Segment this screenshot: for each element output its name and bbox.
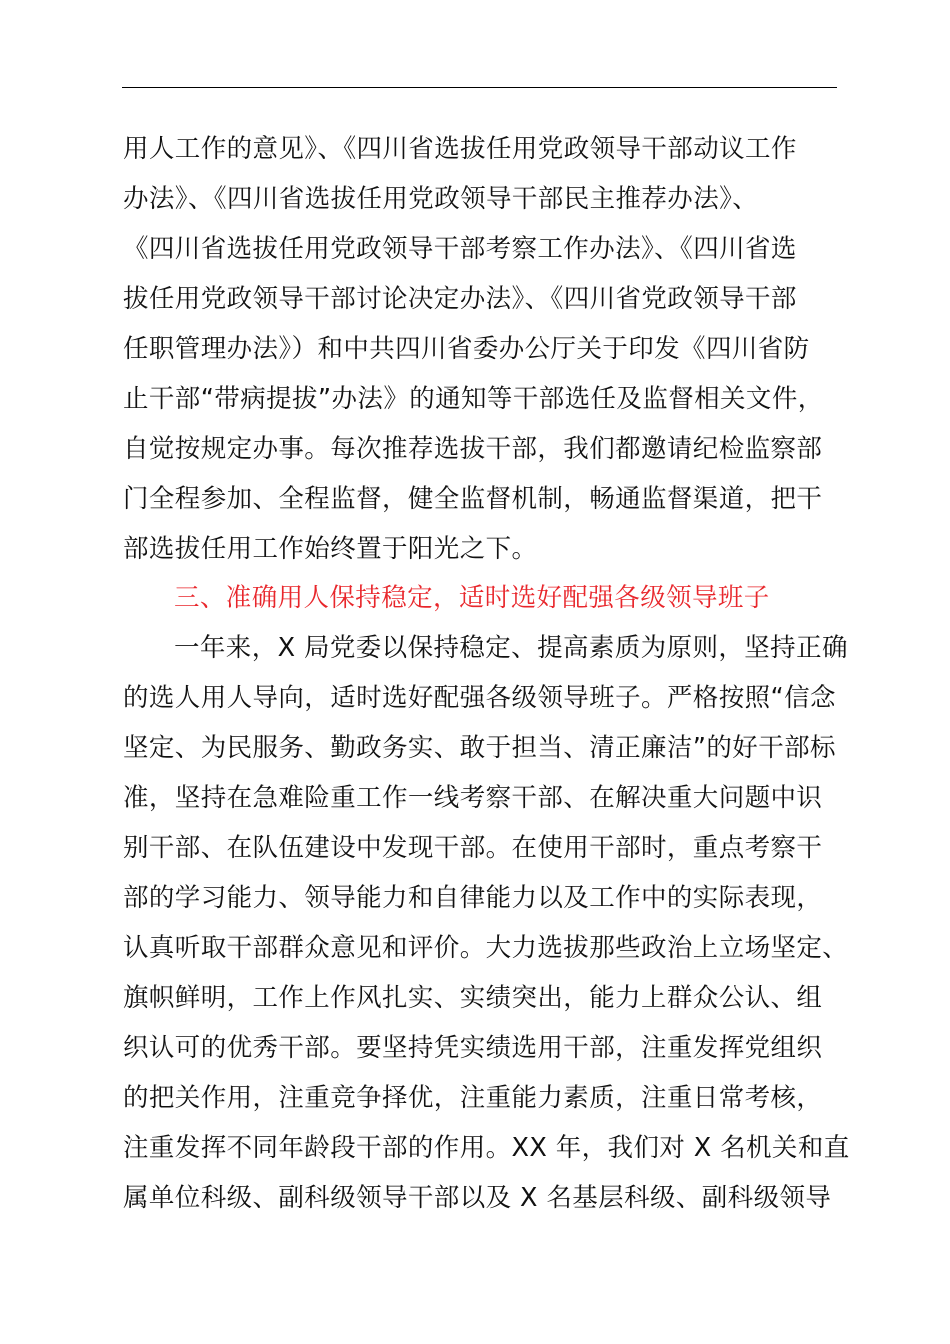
text-line: 属单位科级、副科级领导干部以及 X 名基层科级、副科级领导 [123, 1183, 832, 1213]
text-line: 用人工作的意见》、《四川省选拔任用党政领导干部动议工作 [123, 134, 797, 164]
text-line: 别干部、在队伍建设中发现干部。在使用干部时，重点考察干 [123, 833, 823, 863]
text-line: 准，坚持在急难险重工作一线考察干部、在解决重大问题中识 [123, 783, 823, 813]
text-line: 织认可的优秀干部。要坚持凭实绩选用干部，注重发挥党组织 [123, 1033, 823, 1063]
text-line: 部选拔任用工作始终置于阳光之下。 [123, 534, 538, 564]
text-line: 门全程参加、全程监督，健全监督机制，畅通监督渠道，把干 [123, 484, 823, 514]
text-line: 任职管理办法》）和中共四川省委办公厅关于印发《四川省防 [123, 334, 810, 364]
text-line: 的选人用人导向，适时选好配强各级领导班子。严格按照“信念 [123, 683, 836, 713]
section-heading: 三、准确用人保持稳定，适时选好配强各级领导班子 [174, 583, 770, 613]
text-line: 拔任用党政领导干部讨论决定办法》、《四川省党政领导干部 [123, 284, 797, 314]
text-line: 自觉按规定办事。每次推荐选拔干部，我们都邀请纪检监察部 [123, 434, 823, 464]
text-line: 注重发挥不同年龄段干部的作用。XX 年，我们对 X 名机关和直 [123, 1133, 850, 1163]
paragraph-first-line: 一年来，X 局党委以保持稳定、提高素质为原则，坚持正确 [174, 633, 848, 663]
text-line: 《四川省选拔任用党政领导干部考察工作办法》、《四川省选 [123, 234, 797, 264]
text-line: 坚定、为民服务、勤政务实、敢于担当、清正廉洁”的好干部标 [123, 733, 836, 763]
header-rule [122, 87, 837, 88]
text-line: 止干部“带病提拔”办法》的通知等干部选任及监督相关文件， [123, 384, 824, 414]
text-line: 的把关作用，注重竞争择优，注重能力素质，注重日常考核， [123, 1083, 823, 1113]
text-line: 认真听取干部群众意见和评价。大力选拔那些政治上立场坚定、 [123, 933, 849, 963]
text-line: 部的学习能力、领导能力和自律能力以及工作中的实际表现， [123, 883, 823, 913]
text-line: 旗帜鲜明，工作上作风扎实、实绩突出，能力上群众公认、组 [123, 983, 823, 1013]
text-line: 办法》、《四川省选拔任用党政领导干部民主推荐办法》、 [123, 184, 759, 214]
